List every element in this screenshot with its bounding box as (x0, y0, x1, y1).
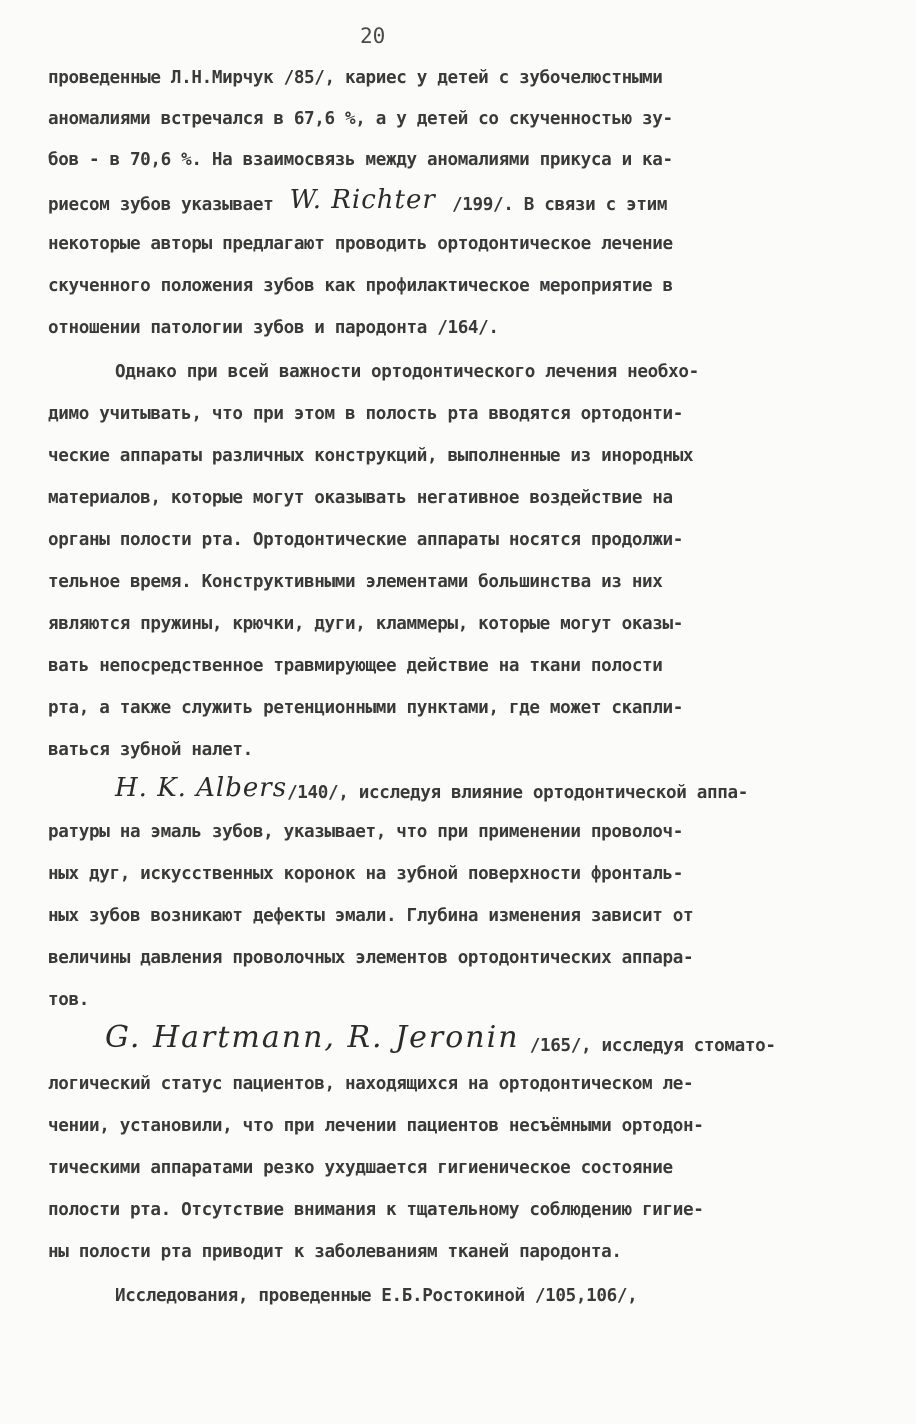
handwritten-author-richter: W. Richter (289, 185, 436, 215)
text-line: логический статус пациентов, находящихся на ортодонтическом ле- (48, 1074, 694, 1094)
text-line: полости рта. Отсутствие внимания к тщательному соблюдению гигие- (48, 1200, 704, 1220)
text-line: тов. (48, 990, 89, 1010)
text-line: органы полости рта. Ортодонтические аппараты носятся продолжи- (48, 530, 684, 550)
text-line: аномалиями встречался в 67,6 %, а у детей со скученностью зу- (48, 109, 673, 129)
text-line: димо учитывать, что при этом в полость рта вводятся ортодонти- (48, 404, 684, 424)
handwritten-authors-hartmann-jeronin: G. Hartmann, R. Jeronin (105, 1020, 520, 1055)
text-line: Однако при всей важности ортодонтического лечения необхо- (115, 362, 699, 382)
text-line-with-handwriting (48, 185, 668, 217)
text-line: являются пружины, крючки, дуги, кламмеры, которые могут оказы- (48, 614, 684, 634)
text-line: отношении патологии зубов и пародонта /164/. (48, 318, 499, 338)
page-number: 20 (360, 24, 386, 48)
text-line: материалов, которые могут оказывать негативное воздействие на (48, 488, 673, 508)
text-line: тическими аппаратами резко ухудшается гигиеническое состояние (48, 1158, 673, 1178)
text-segment: риесом зубов указывает (48, 195, 274, 215)
text-line: ваться зубной налет. (48, 740, 253, 760)
text-line: ны полости рта приводит к заболеваниям тканей пародонта. (48, 1242, 622, 1262)
text-line: рта, а также служить ретенционными пунктами, где может скапли- (48, 698, 684, 718)
text-segment: /140/, исследуя влияние ортодонтической аппа- (287, 783, 748, 803)
handwritten-author-albers: H. K. Albers (115, 773, 288, 803)
text-line: величины давления проволочных элементов ортодонтических аппара- (48, 948, 694, 968)
text-line: проведенные Л.Н.Мирчук /85/, кариес у детей с зубочелюстными (48, 68, 663, 88)
text-line-with-handwriting (115, 773, 748, 805)
text-line: скученного положения зубов как профилактическое мероприятие в (48, 276, 673, 296)
text-line: ных дуг, искусственных коронок на зубной поверхности фронталь- (48, 864, 684, 884)
text-line: бов - в 70,6 %. На взаимосвязь между аномалиями прикуса и ка- (48, 150, 673, 170)
text-line: Исследования, проведенные Е.Б.Ростокиной /105,106/, (115, 1286, 638, 1306)
text-line: чении, установили, что при лечении пациентов несъёмными ортодон- (48, 1116, 704, 1136)
text-segment: /165/, исследуя стомато- (529, 1036, 776, 1056)
text-line: вать непосредственное травмирующее действие на ткани полости (48, 656, 663, 676)
text-line: ческие аппараты различных конструкций, выполненные из инородных (48, 446, 694, 466)
text-segment: /199/. В связи с этим (452, 195, 668, 215)
text-line-with-handwriting (105, 1020, 776, 1058)
text-line: ратуры на эмаль зубов, указывает, что при применении проволоч- (48, 822, 684, 842)
text-line: некоторые авторы предлагают проводить ортодонтическое лечение (48, 234, 673, 254)
text-line: тельное время. Конструктивными элементами большинства из них (48, 572, 663, 592)
text-line: ных зубов возникают дефекты эмали. Глубина изменения зависит от (48, 906, 694, 926)
